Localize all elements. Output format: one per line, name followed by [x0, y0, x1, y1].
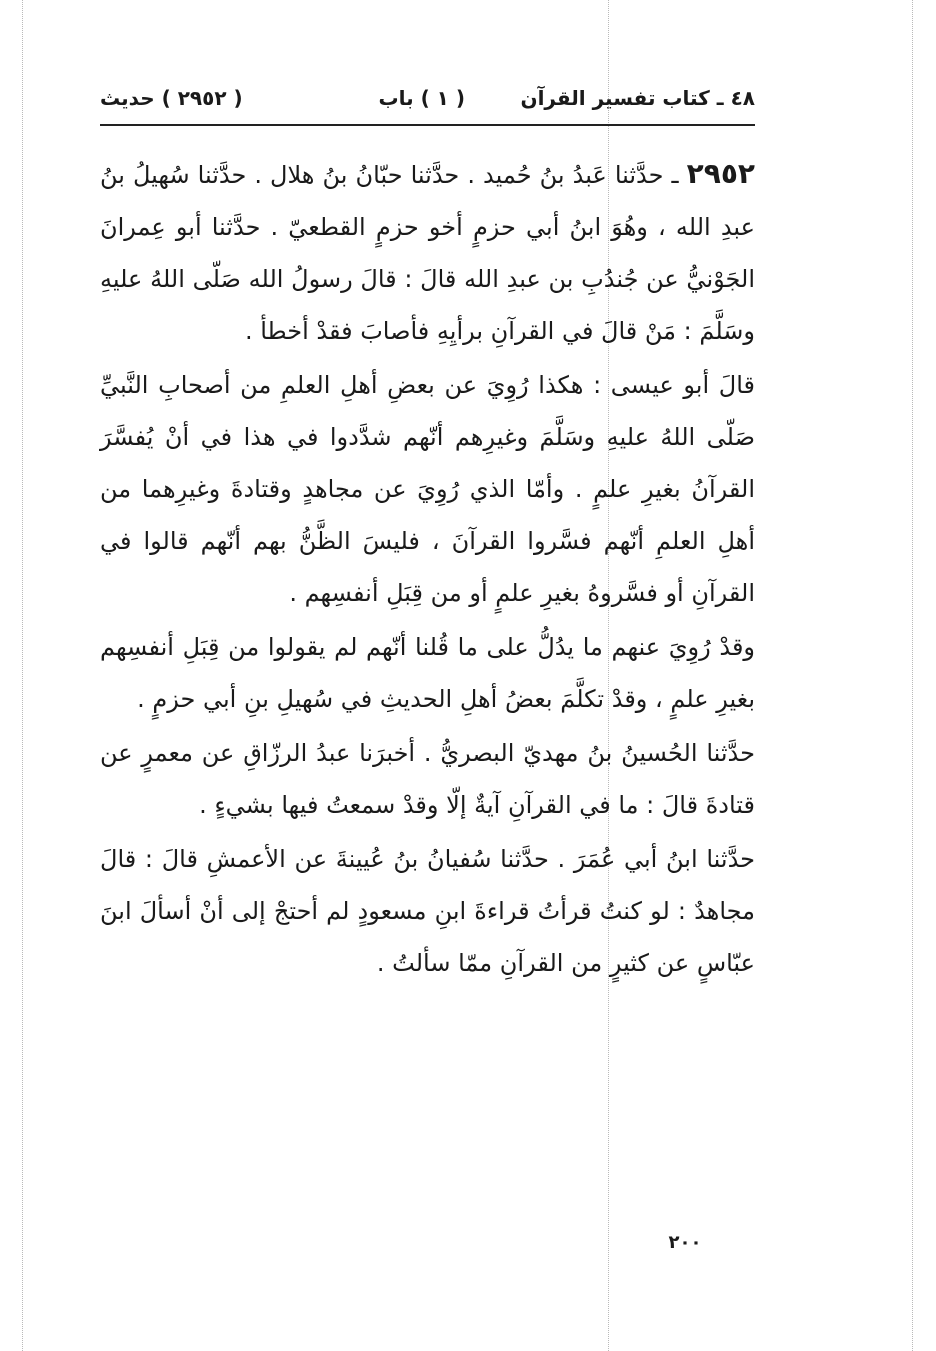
page-number: ٢٠٠: [668, 1232, 702, 1253]
hadith-paragraph: [100, 148, 755, 357]
book-title: ٤٨ ـ كتاب تفسير القرآن: [520, 86, 755, 110]
narration-paragraph: [100, 727, 755, 831]
paragraph-text: حدَّثنا ابنُ أبي عُمَرَ . حدَّثنا سُفيانُ بنُ عُيينةَ عن الأعمشِ قالَ : قالَ مجاهدٌ : لو كنتُ قرأتُ قراءةَ ابنِ مسعودٍ لم أحتجْ إلى أنْ أسألَ ابنَ عبّاسٍ عن كثيرٍ من القرآنِ ممّا سألتُ .: [100, 845, 755, 977]
header-rule: [100, 124, 755, 126]
page-header: [100, 78, 755, 120]
page-body: [100, 148, 755, 991]
commentary-paragraph: [100, 621, 755, 725]
chapter-label: ( ١ ) باب: [378, 86, 465, 110]
hadith-number: ٢٩٥٢: [686, 157, 755, 190]
narration-paragraph: [100, 833, 755, 989]
margin-dotted-line-right: [912, 0, 913, 1351]
paragraph-text: حدَّثنا الحُسينُ بنُ مهديّ البصريُّ . أخبرَنا عبدُ الرزّاقِ عن معمرٍ عن قتادةَ قالَ : ما في القرآنِ آيةٌ إلّا وقدْ سمعتُ فيها بشيءٍ .: [100, 739, 755, 819]
margin-dotted-line-left: [22, 0, 23, 1351]
hadith-number-label: ( ٢٩٥٢ ) حديث: [100, 86, 243, 110]
paragraph-text: وقدْ رُوِيَ عنهم ما يدُلُّ على ما قُلنا أنّهم لم يقولوا من قِبَلِ أنفسِهم بغيرِ علمٍ ، وقدْ تكلَّمَ بعضُ أهلِ الحديثِ في سُهيلِ بنِ أبي حزمٍ .: [100, 633, 755, 713]
commentary-paragraph: [100, 359, 755, 619]
paragraph-text: ـ حدَّثنا عَبدُ بنُ حُميد . حدَّثنا حبّانُ بنُ هلال . حدَّثنا سُهيلُ بنُ عبدِ الله ، وهُوَ ابنُ أبي حزمٍ أخو حزمٍ القطعيّ . حدَّثنا أبو عِمرانَ الجَوْنيُّ عن جُندُبِ بن عبدِ الله قالَ : قالَ رسولُ الله صَلّى اللهُ عليهِ وسَلَّمَ : مَنْ قالَ في القرآنِ برأيِهِ فأصابَ فقدْ أخطأ .: [100, 161, 755, 345]
paragraph-text: قالَ أبو عيسى : هكذا رُوِيَ عن بعضِ أهلِ العلمِ من أصحابِ النَّبيِّ صَلّى اللهُ عليهِ وسَلَّمَ وغيرِهم أنّهم شدَّدوا في هذا في أنْ يُفسَّرَ القرآنُ بغيرِ علمٍ . وأمّا الذي رُوِيَ عن مجاهدٍ وقتادةَ وغيرِهما من أهلِ العلمِ أنّهم فسَّروا القرآنَ ، فليسَ الظَّنُّ بهم أنّهم قالوا في القرآنِ أو فسَّروهُ بغيرِ علمٍ أو من قِبَلِ أنفسِهم .: [100, 371, 755, 607]
